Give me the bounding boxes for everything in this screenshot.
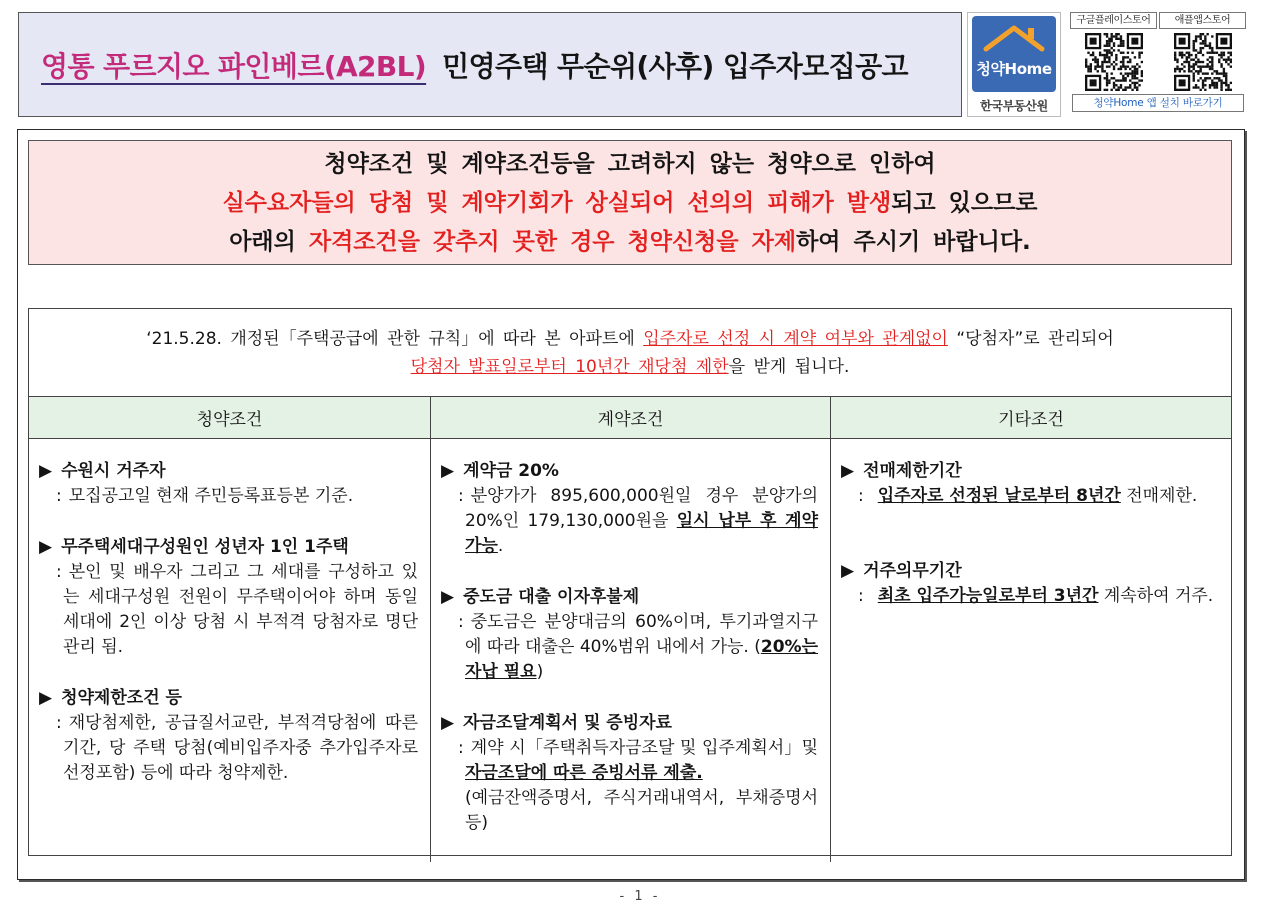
condition-desc-text: ) <box>536 662 544 682</box>
condition-title-text: 자금조달계획서 및 증빙자료 <box>463 713 672 733</box>
condition-desc-emphasis: 자금조달에 따른 증빙서류 제출. <box>465 763 703 783</box>
bullet-arrow-icon: ▶ <box>39 461 53 481</box>
condition-desc-text: 재당첨제한, 공급질서교란, 부적격당첨에 따른 기간, 당 주택 당첨(예비입주자중 추가입주자로 선정포함) 등에 따라 청약제한. <box>63 713 418 783</box>
table-header-row <box>29 397 1231 439</box>
notice-line-2 <box>29 353 1231 381</box>
condition-desc <box>841 584 1219 609</box>
condition-title-text: 청약제한조건 등 <box>61 688 182 708</box>
condition-title-text: 전매제한기간 <box>863 461 962 481</box>
condition-item <box>39 459 418 509</box>
condition-desc <box>39 560 418 660</box>
header-other-conditions: 기타조건 <box>830 397 1231 438</box>
house-roof-icon <box>982 23 1046 53</box>
condition-desc-text: 분양가가 895,600,000원일 경우 분양가의 20%인 179,130,000원을 <box>465 486 818 531</box>
desc-marker: : <box>858 586 864 606</box>
logo-badge <box>972 16 1056 92</box>
bullet-arrow-icon: ▶ <box>441 713 455 733</box>
other-conditions-cell <box>830 439 1231 862</box>
condition-desc-emphasis: 20%는 자납 필요 <box>465 637 818 682</box>
desc-marker: : <box>458 738 464 758</box>
app-install-link[interactable]: 청약Home 앱 설치 바로가기 <box>1072 94 1244 112</box>
condition-item <box>441 459 818 559</box>
notice-emphasis: 입주자로 선정 시 계약 여부와 관계없이 <box>643 329 948 349</box>
condition-desc <box>441 736 818 836</box>
notice-line-1 <box>29 325 1231 353</box>
notice-emphasis: 당첨자 발표일로부터 10년간 재당첨 제한 <box>410 357 729 377</box>
condition-title <box>441 711 818 736</box>
logo-app-name: 청약Home <box>976 60 1052 78</box>
condition-title <box>441 585 818 610</box>
condition-title <box>841 559 1219 584</box>
condition-title-text: 중도금 대출 이자후불제 <box>463 587 640 607</box>
condition-title <box>39 535 418 560</box>
notice-text: “당첨자”로 관리되어 <box>947 329 1114 349</box>
condition-desc <box>39 484 418 509</box>
condition-item <box>39 535 418 660</box>
desc-marker: : <box>56 562 62 582</box>
subscription-conditions-cell <box>29 439 430 862</box>
desc-marker: : <box>858 486 864 506</box>
app-qr-panel <box>1068 12 1246 112</box>
condition-desc-text: . <box>497 536 504 556</box>
condition-desc <box>441 484 818 559</box>
warning-box <box>28 140 1232 265</box>
warning-emphasis: 실수요자들의 당첨 및 계약기회가 상실되어 선의의 피해가 발생 <box>222 190 892 216</box>
condition-desc-text: 계약 시「주택취득자금조달 및 입주계획서」및 <box>470 738 818 758</box>
cheongyak-home-logo <box>967 12 1061 117</box>
page-number: - 1 - <box>619 889 661 904</box>
warning-text: 되고 있으므로 <box>891 190 1038 216</box>
condition-title <box>441 459 818 484</box>
condition-title-text: 계약금 20% <box>463 461 559 481</box>
condition-desc-text: 계속하여 거주. <box>1098 586 1214 606</box>
table-body-row <box>29 439 1231 855</box>
logo-org-name: 한국부동산원 <box>980 99 1048 113</box>
condition-desc <box>841 484 1219 509</box>
header-subscription-conditions: 청약조건 <box>196 410 263 430</box>
qr-code-google-play <box>1085 33 1143 91</box>
condition-desc <box>39 711 418 786</box>
qr-code-app-store <box>1174 33 1232 91</box>
warning-line-2 <box>29 184 1231 223</box>
condition-desc-text: (예금잔액증명서, 주식거래내역서, 부채증명서등) <box>465 788 818 833</box>
condition-desc-emphasis: 일시 납부 후 계약 가능 <box>465 511 818 556</box>
warning-text: 하여 주시기 바랍니다. <box>796 229 1031 255</box>
qr-google-play-label: 구글플레이스토어 <box>1070 12 1157 29</box>
condition-title-text: 무주택세대구성원인 성년자 1인 1주택 <box>61 537 349 557</box>
bullet-arrow-icon: ▶ <box>841 461 855 481</box>
desc-marker: : <box>56 713 62 733</box>
header-contract-conditions: 계약조건 <box>430 397 830 438</box>
bullet-arrow-icon: ▶ <box>39 537 53 557</box>
condition-desc-emphasis: 입주자로 선정된 날로부터 8년간 <box>877 486 1121 506</box>
qr-app-store-label: 애플앱스토어 <box>1159 12 1246 29</box>
desc-marker: : <box>458 486 464 506</box>
desc-marker: : <box>458 612 464 632</box>
complex-name: 영통 푸르지오 파인베르(A2BL) <box>41 49 427 83</box>
bullet-arrow-icon: ▶ <box>841 561 855 581</box>
condition-title-text: 수원시 거주자 <box>61 461 166 481</box>
condition-item <box>39 686 418 786</box>
condition-item <box>441 711 818 836</box>
condition-item <box>841 559 1219 609</box>
condition-item <box>841 459 1219 509</box>
condition-desc-text: 전매제한. <box>1120 486 1198 506</box>
desc-marker: : <box>56 486 62 506</box>
condition-desc <box>441 610 818 685</box>
condition-desc-text: 본인 및 배우자 그리고 그 세대를 구성하고 있는 세대구성원 전원이 무주택이어야 하며 동일 세대에 2인 이상 당첨 시 부적격 당첨자로 명단관리 됨. <box>63 562 418 657</box>
warning-line-3 <box>29 223 1231 262</box>
rule-notice <box>29 309 1231 397</box>
notice-text: ‘21.5.28. 개정된「주택공급에 관한 규칙」에 따라 본 아파트에 <box>146 329 644 349</box>
warning-emphasis: 자격조건을 갖추지 못한 경우 청약신청을 자제 <box>308 229 797 255</box>
announcement-type: 민영주택 무순위(사후) 입주자모집공고 <box>442 49 908 83</box>
qr-app-store <box>1159 12 1246 92</box>
warning-text: 아래의 <box>229 229 309 255</box>
bullet-arrow-icon: ▶ <box>441 461 455 481</box>
condition-title <box>39 459 418 484</box>
bullet-arrow-icon: ▶ <box>441 587 455 607</box>
condition-title <box>841 459 1219 484</box>
notice-text: 을 받게 됩니다. <box>728 357 850 377</box>
condition-item <box>441 585 818 685</box>
condition-desc-text: 모집공고일 현재 주민등록표등본 기준. <box>68 486 354 506</box>
condition-title <box>39 686 418 711</box>
condition-desc-emphasis: 최초 입주가능일로부터 3년간 <box>877 586 1099 606</box>
conditions-table <box>28 308 1232 856</box>
condition-title-text: 거주의무기간 <box>863 561 962 581</box>
contract-conditions-cell <box>430 439 830 862</box>
page-title <box>41 45 908 85</box>
announcement-title-bar <box>18 12 962 117</box>
warning-line-1: 청약조건 및 계약조건등을 고려하지 않는 청약으로 인하여 <box>324 151 936 177</box>
qr-google-play <box>1070 12 1157 92</box>
bullet-arrow-icon: ▶ <box>39 688 53 708</box>
condition-desc-text: 중도금은 분양대금의 60%이며, 투기과열지구에 따라 대출은 40%범위 내에서 가능. ( <box>465 612 818 657</box>
